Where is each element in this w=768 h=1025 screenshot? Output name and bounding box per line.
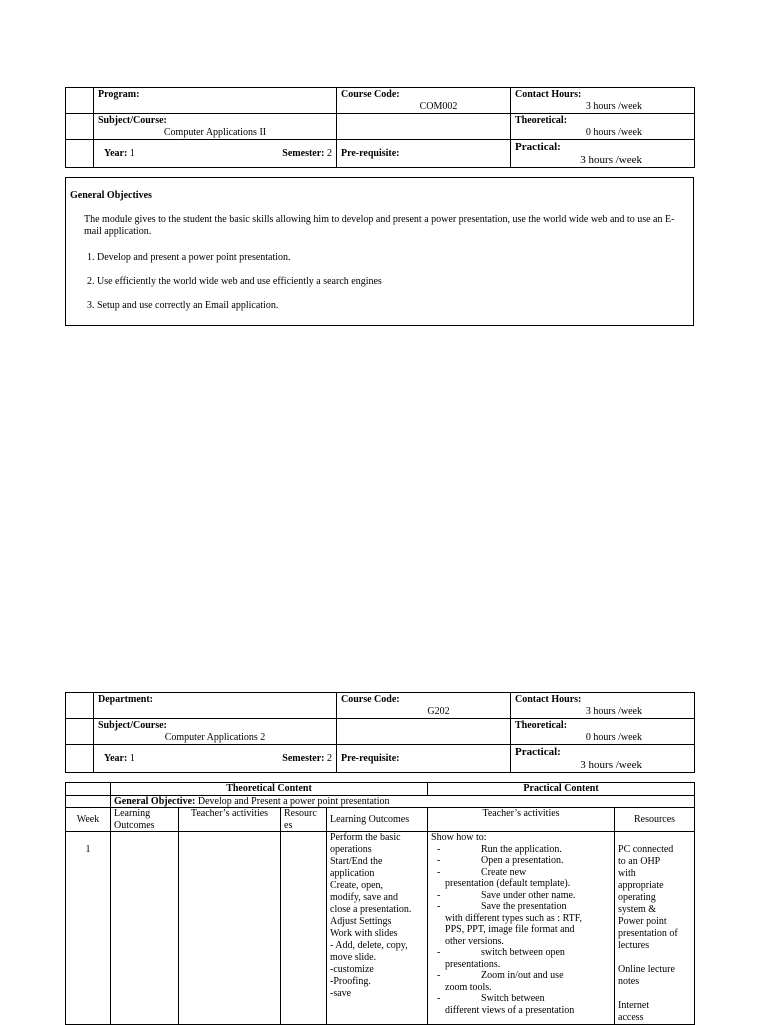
year-label: Year: (104, 752, 128, 764)
objective-item: 3. Setup and use correctly an Email application. (87, 300, 279, 311)
department-label: Department: (98, 694, 153, 705)
list-item: -save (330, 988, 352, 999)
general-objectives-intro: The module gives to the student the basic skills allowing him to develop and present a power presentation, use the world wide web and to use an E-mail application. (84, 214, 675, 237)
activity-item: - Save under other name. (437, 889, 576, 901)
activity-item: - Create new (437, 866, 527, 878)
activity-item: presentation (default template). (445, 878, 571, 889)
activity-item: - Open a presentation. (437, 855, 564, 866)
activity-item: - Save the presentation (437, 901, 567, 912)
subject-label: Subject/Course: (98, 720, 167, 731)
list-item: system & (618, 904, 657, 915)
activity-item: with different types such as : RTF, (445, 912, 583, 924)
theoretical-content-header: Theoretical Content (111, 783, 428, 796)
subject-value: Computer Applications 2 (164, 731, 266, 743)
program-label: Program: (98, 89, 140, 100)
contact-hours-value: 3 hours /week (585, 705, 642, 717)
list-item (618, 988, 691, 1000)
prerequisite-label: Pre-requisite: (341, 752, 400, 764)
week-number: 1 (66, 832, 111, 1025)
course-info-table-1 (65, 87, 695, 168)
list-item: close a presentation. (330, 904, 412, 915)
course-code-label: Course Code: (341, 89, 400, 100)
general-objectives-heading: General Objectives (70, 190, 152, 201)
activity-item: - Run the application. (437, 843, 562, 855)
contact-hours-label: Contact Hours: (515, 89, 582, 100)
activity-item: other versions. (445, 935, 504, 947)
semester-label: Semester: (282, 752, 325, 764)
practical-label: Practical: (515, 746, 561, 758)
list-item: Adjust Settings (330, 916, 392, 927)
theoretical-value: 0 hours /week (585, 731, 642, 743)
list-item: access (618, 1012, 644, 1023)
activity-item: PPS, PPT, image file format and (445, 924, 575, 935)
col-learning-outcomes-practical-header: Learning Outcomes (327, 808, 428, 832)
list-item (618, 952, 691, 964)
prerequisite-label: Pre-requisite: (341, 147, 400, 159)
list-item: Start/End the (330, 856, 383, 867)
general-objective-value: Develop and Present a power point presentation (197, 795, 390, 807)
list-item: Work with slides (330, 928, 398, 939)
course-code-value: G202 (427, 705, 450, 717)
list-item: -Proofing. (330, 976, 371, 987)
activity-item: presentations. (445, 958, 501, 970)
theoretical-value: 0 hours /week (585, 126, 642, 138)
resources-cell (615, 832, 695, 1025)
activity-item: - switch between open (437, 947, 565, 958)
subject-value: Computer Applications II (163, 126, 267, 138)
list-item: Online lecture (618, 964, 675, 975)
general-objectives-box (65, 177, 694, 326)
activity-item: - Switch between (437, 993, 545, 1004)
course-content-table (65, 782, 695, 1025)
course-info-table-2 (65, 692, 695, 773)
list-item: application (330, 868, 375, 879)
col-learning-outcomes-header: Learning Outcomes (111, 808, 179, 832)
list-item: operations (330, 844, 372, 855)
list-item: to an OHP (618, 856, 661, 867)
list-item: - Add, delete, copy, (330, 940, 408, 951)
activity-item: different views of a presentation (445, 1004, 575, 1016)
col-resources-header: Resources (615, 808, 695, 832)
practical-content-header: Practical Content (428, 783, 695, 796)
col-week-header: Week (66, 808, 111, 832)
subject-label: Subject/Course: (98, 115, 167, 126)
general-objective-row (111, 795, 695, 808)
semester-value: 2 (327, 752, 332, 764)
theoretical-label: Theoretical: (515, 720, 568, 731)
list-item: operating (618, 892, 656, 903)
course-code-label: Course Code: (341, 694, 400, 705)
list-item: Perform the basic (330, 832, 401, 843)
activity-item: - Zoom in/out and use (437, 970, 564, 981)
list-item: PC connected (618, 844, 674, 855)
general-objective-label: General Objective: (114, 795, 196, 807)
teacher-activities-cell (428, 832, 615, 1025)
col-teacher-activities-header: Teacher’s activities (179, 808, 281, 832)
list-item: move slide. (330, 952, 377, 963)
theoretical-label: Theoretical: (515, 115, 568, 126)
semester-label: Semester: (282, 147, 325, 159)
list-item: Internet (618, 1000, 650, 1011)
objective-item: 2. Use efficiently the world wide web and use efficiently a search engines (87, 276, 382, 287)
contact-hours-value: 3 hours /week (585, 100, 642, 112)
list-item: lectures (618, 940, 650, 951)
contact-hours-label: Contact Hours: (515, 694, 582, 705)
list-item: Power point (618, 916, 667, 927)
practical-label: Practical: (515, 141, 561, 153)
show-how-label: Show how to: (431, 832, 487, 843)
activity-item: zoom tools. (445, 981, 492, 993)
list-item: -customize (330, 964, 374, 975)
list-item: notes (618, 976, 640, 987)
practical-value: 3 hours /week (580, 153, 642, 166)
year-label: Year: (104, 147, 128, 159)
col-teacher-activities-practical-header: Teacher’s activities (428, 808, 615, 832)
list-item: with (618, 868, 636, 879)
list-item: presentation of (618, 928, 678, 939)
list-item: Create, open, (330, 880, 384, 891)
objective-item: 1. Develop and present a power point presentation. (87, 252, 291, 263)
year-value: 1 (129, 147, 135, 159)
course-code-value: COM002 (419, 100, 458, 112)
semester-value: 2 (327, 147, 332, 159)
practical-value: 3 hours /week (580, 758, 642, 771)
list-item: appropriate (618, 880, 664, 891)
learning-outcomes-cell (327, 832, 428, 1025)
col-resources-header-short: Resourc es (281, 808, 327, 832)
year-value: 1 (129, 752, 135, 764)
list-item: modify, save and (330, 892, 398, 903)
